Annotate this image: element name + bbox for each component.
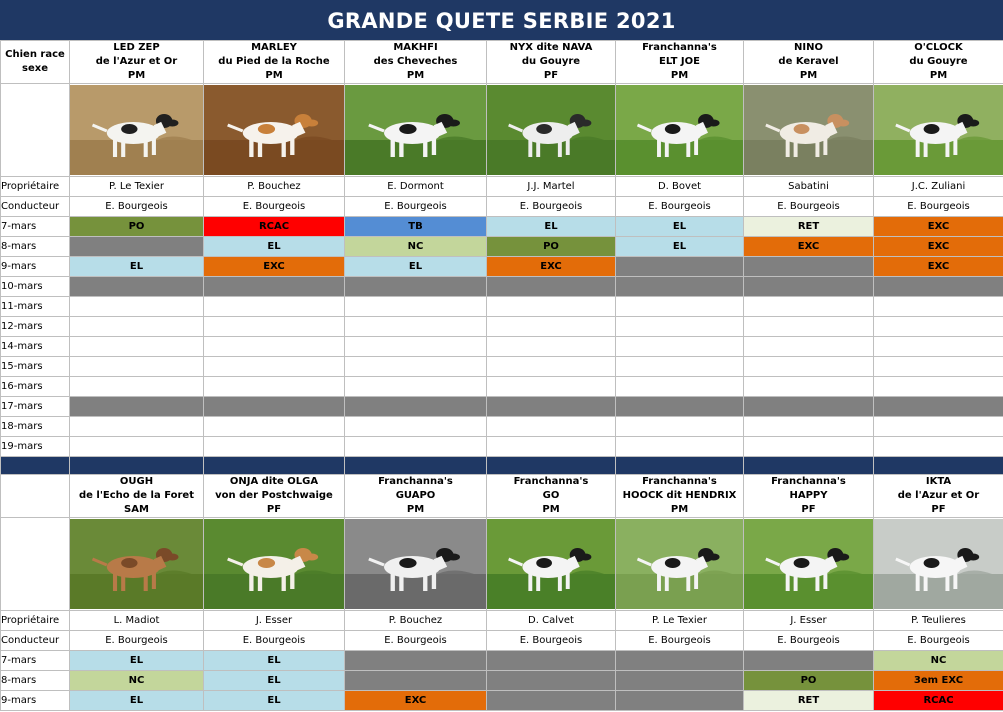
dog-photo-cell: [345, 518, 487, 611]
result-cell: PO: [487, 237, 616, 257]
dog-sex: PF: [266, 504, 282, 515]
row-label-conducteur: Conducteur: [1, 631, 70, 651]
dog-name-line2: von der Postchwaige: [215, 490, 333, 501]
dog-sex: PF: [931, 504, 946, 515]
result-cell: [744, 357, 874, 377]
dog-sex: PM: [127, 70, 146, 81]
column-header-label: [1, 475, 70, 518]
result-cell: [204, 297, 345, 317]
dog-photo-cell: [70, 518, 204, 611]
result-cell: [616, 277, 744, 297]
dog-sex: PM: [670, 504, 689, 515]
dog-photo: [70, 85, 203, 175]
header-label-line1: Chien race: [5, 49, 65, 60]
dog-sex: PM: [406, 70, 425, 81]
table-row: [1, 651, 1003, 671]
result-cell: [345, 651, 487, 671]
result-cell: [616, 297, 744, 317]
result-cell: [70, 277, 204, 297]
table-row: [1, 417, 1003, 437]
handler-cell: E. Bourgeois: [487, 631, 616, 651]
result-cell: [874, 317, 1003, 337]
result-cell: NC: [70, 671, 204, 691]
result-cell: 3em EXC: [874, 671, 1003, 691]
result-cell: [345, 437, 487, 457]
dog-photo: [70, 519, 203, 609]
section-separator: [616, 457, 744, 475]
section-separator: [1, 457, 70, 475]
result-cell: [616, 671, 744, 691]
result-cell: [70, 237, 204, 257]
result-cell: [487, 357, 616, 377]
result-cell: [744, 317, 874, 337]
result-cell: [616, 337, 744, 357]
dog-photo: [616, 85, 743, 175]
result-cell: [744, 377, 874, 397]
result-cell: [345, 417, 487, 437]
result-cell: EL: [204, 691, 345, 711]
handler-cell: E. Bourgeois: [874, 631, 1003, 651]
dog-sex: PM: [799, 70, 818, 81]
dog-photo-cell: [744, 518, 874, 611]
result-cell: EXC: [874, 217, 1003, 237]
dog-name-header: [744, 475, 874, 518]
dog-name-line2: HAPPY: [789, 490, 828, 501]
table-row: [1, 611, 1003, 631]
result-cell: [874, 417, 1003, 437]
section-separator: [744, 457, 874, 475]
result-cell: [616, 691, 744, 711]
result-cell: [345, 297, 487, 317]
dog-photo-cell: [874, 84, 1003, 177]
date-label: 12-mars: [1, 317, 70, 337]
result-cell: RET: [744, 691, 874, 711]
dog-name-line1: ONJA dite OLGA: [229, 476, 319, 487]
dog-photo-cell: [616, 84, 744, 177]
date-label: 18-mars: [1, 417, 70, 437]
owner-cell: D. Bovet: [616, 177, 744, 197]
dog-name-header: [487, 475, 616, 518]
owner-cell: P. Bouchez: [204, 177, 345, 197]
owner-cell: L. Madiot: [70, 611, 204, 631]
handler-cell: E. Bourgeois: [345, 197, 487, 217]
result-cell: NC: [874, 651, 1003, 671]
table-row: [1, 297, 1003, 317]
photo-row-label: [1, 518, 70, 611]
dog-name-line2: de l'Azur et Or: [897, 490, 980, 501]
result-cell: RET: [744, 217, 874, 237]
dog-name-line1: OUGH: [119, 476, 154, 487]
dog-photo: [204, 85, 344, 175]
table-row: [1, 257, 1003, 277]
date-label: 16-mars: [1, 377, 70, 397]
result-cell: NC: [345, 237, 487, 257]
owner-cell: D. Calvet: [487, 611, 616, 631]
result-cell: [487, 651, 616, 671]
result-cell: [744, 437, 874, 457]
dog-name-line2: du Pied de la Roche: [218, 56, 330, 67]
dog-name-line1: MAKHFI: [393, 42, 438, 53]
result-cell: [487, 691, 616, 711]
handler-cell: E. Bourgeois: [744, 197, 874, 217]
table-row: [1, 177, 1003, 197]
handler-cell: E. Bourgeois: [70, 197, 204, 217]
dog-name-header: [487, 41, 616, 84]
table-row: [1, 691, 1003, 711]
result-cell: [345, 317, 487, 337]
result-cell: EL: [616, 217, 744, 237]
section-separator: [487, 457, 616, 475]
dog-name-header: [874, 475, 1003, 518]
dog-name-line2: de l'Echo de la Foret: [78, 490, 194, 501]
date-label: 8-mars: [1, 237, 70, 257]
result-cell: [487, 397, 616, 417]
result-cell: [616, 357, 744, 377]
date-label: 19-mars: [1, 437, 70, 457]
dog-sex: PF: [801, 504, 816, 515]
dog-photo-cell: [616, 518, 744, 611]
handler-cell: E. Bourgeois: [487, 197, 616, 217]
dog-name-line2: HOOCK dit HENDRIX: [622, 490, 737, 501]
date-label: 11-mars: [1, 297, 70, 317]
dog-photo: [744, 85, 873, 175]
date-label: 7-mars: [1, 217, 70, 237]
result-cell: [204, 437, 345, 457]
result-cell: [70, 437, 204, 457]
result-cell: [204, 277, 345, 297]
dog-name-line1: Franchanna's: [513, 476, 589, 487]
date-label: 15-mars: [1, 357, 70, 377]
table-row: [1, 457, 1003, 475]
dog-name-line1: IKTA: [925, 476, 952, 487]
result-cell: [345, 377, 487, 397]
dog-photo-cell: [487, 84, 616, 177]
result-cell: TB: [345, 217, 487, 237]
result-cell: [70, 317, 204, 337]
result-cell: EXC: [874, 257, 1003, 277]
table-row: [1, 317, 1003, 337]
owner-cell: P. Bouchez: [345, 611, 487, 631]
owner-cell: P. Le Texier: [70, 177, 204, 197]
result-cell: [874, 437, 1003, 457]
dog-photo-cell: [204, 518, 345, 611]
result-cell: [345, 397, 487, 417]
dog-photo-cell: [70, 84, 204, 177]
result-cell: [616, 437, 744, 457]
results-table: [0, 40, 1003, 711]
owner-cell: J.C. Zuliani: [874, 177, 1003, 197]
owner-cell: P. Le Texier: [616, 611, 744, 631]
result-cell: [487, 277, 616, 297]
dog-name-line1: Franchanna's: [642, 476, 717, 487]
result-cell: [204, 377, 345, 397]
dog-sex: PM: [265, 70, 283, 81]
dog-name-line2: du Gouyre: [521, 56, 581, 67]
dog-photo-cell: [874, 518, 1003, 611]
result-cell: EL: [70, 257, 204, 277]
dog-name-line1: Franchanna's: [771, 476, 846, 487]
sheet-title: GRANDE QUETE SERBIE 2021: [0, 0, 1003, 40]
result-cell: [874, 337, 1003, 357]
result-cell: EL: [345, 257, 487, 277]
dog-sex: PM: [929, 70, 948, 81]
table-row: [1, 217, 1003, 237]
result-cell: EXC: [487, 257, 616, 277]
result-cell: [744, 297, 874, 317]
date-label: 8-mars: [1, 671, 70, 691]
dog-name-line2: du Gouyre: [909, 56, 968, 67]
handler-cell: E. Bourgeois: [70, 631, 204, 651]
table-row: [1, 41, 1003, 84]
table-row: [1, 671, 1003, 691]
row-label-conducteur: Conducteur: [1, 197, 70, 217]
dog-name-line1: LED ZEP: [113, 42, 160, 53]
section-separator: [204, 457, 345, 475]
result-cell: EXC: [345, 691, 487, 711]
dog-name-header: [345, 475, 487, 518]
dog-photo-cell: [345, 84, 487, 177]
owner-cell: J. Esser: [204, 611, 345, 631]
date-label: 10-mars: [1, 277, 70, 297]
handler-cell: E. Bourgeois: [616, 631, 744, 651]
owner-cell: Sabatini: [744, 177, 874, 197]
result-cell: [487, 317, 616, 337]
table-row: [1, 277, 1003, 297]
date-label: 7-mars: [1, 651, 70, 671]
dog-name-line2: de l'Azur et Or: [95, 56, 178, 67]
photo-row-label: [1, 84, 70, 177]
dog-sex: PM: [542, 504, 560, 515]
handler-cell: E. Bourgeois: [874, 197, 1003, 217]
dog-photo: [616, 519, 743, 609]
result-cell: EL: [70, 691, 204, 711]
result-cell: [345, 277, 487, 297]
result-cell: [204, 357, 345, 377]
column-header-label: [1, 41, 70, 84]
handler-cell: E. Bourgeois: [204, 197, 345, 217]
dog-sex: PM: [670, 70, 689, 81]
result-cell: [874, 297, 1003, 317]
dog-photo: [874, 85, 1003, 175]
result-cell: [874, 377, 1003, 397]
result-cell: [874, 277, 1003, 297]
result-cell: [616, 397, 744, 417]
section-separator: [345, 457, 487, 475]
handler-cell: E. Bourgeois: [744, 631, 874, 651]
dog-photo: [345, 519, 486, 609]
table-row: [1, 518, 1003, 611]
handler-cell: E. Bourgeois: [616, 197, 744, 217]
date-label: 17-mars: [1, 397, 70, 417]
dog-name-line1: O'CLOCK: [914, 42, 963, 53]
dog-name-line2: des Cheveches: [373, 56, 458, 67]
result-cell: [487, 297, 616, 317]
dog-name-header: [744, 41, 874, 84]
result-cell: [616, 377, 744, 397]
table-row: [1, 397, 1003, 417]
dog-name-line1: MARLEY: [251, 42, 297, 53]
dog-name-line1: Franchanna's: [642, 42, 717, 53]
result-cell: EXC: [744, 237, 874, 257]
result-cell: [345, 357, 487, 377]
section-separator: [874, 457, 1003, 475]
result-cell: [70, 377, 204, 397]
dog-name-line2: GUAPO: [395, 490, 436, 501]
result-cell: [744, 397, 874, 417]
dog-name-line1: NINO: [794, 42, 823, 53]
result-cell: [616, 317, 744, 337]
dog-photo: [345, 85, 486, 175]
dog-photo-cell: [744, 84, 874, 177]
result-cell: EL: [204, 671, 345, 691]
result-cell: EXC: [874, 237, 1003, 257]
owner-cell: E. Dormont: [345, 177, 487, 197]
result-cell: [874, 397, 1003, 417]
result-cell: [744, 651, 874, 671]
table-row: [1, 237, 1003, 257]
date-label: 9-mars: [1, 257, 70, 277]
dog-name-header: [616, 475, 744, 518]
result-cell: [70, 417, 204, 437]
dog-sex: SAM: [124, 504, 149, 515]
result-cell: PO: [744, 671, 874, 691]
result-cell: EL: [70, 651, 204, 671]
result-cell: [487, 337, 616, 357]
dog-name-header: [204, 475, 345, 518]
section-separator: [70, 457, 204, 475]
result-cell: PO: [70, 217, 204, 237]
result-cell: RCAC: [204, 217, 345, 237]
result-cell: [204, 397, 345, 417]
dog-name-header: [874, 41, 1003, 84]
result-cell: [70, 357, 204, 377]
table-row: [1, 475, 1003, 518]
dog-name-line2: de Keravel: [778, 56, 839, 67]
table-row: [1, 84, 1003, 177]
dog-photo: [204, 519, 344, 609]
dog-sex: PF: [543, 70, 559, 81]
result-cell: [204, 337, 345, 357]
owner-cell: J.J. Martel: [487, 177, 616, 197]
result-cell: [744, 257, 874, 277]
handler-cell: E. Bourgeois: [204, 631, 345, 651]
dog-name-header: [204, 41, 345, 84]
table-row: [1, 377, 1003, 397]
table-row: [1, 337, 1003, 357]
dog-name-line2: ELT JOE: [659, 56, 700, 67]
table-row: [1, 357, 1003, 377]
result-cell: [204, 317, 345, 337]
result-cell: [744, 337, 874, 357]
result-cell: [616, 257, 744, 277]
result-cell: EL: [204, 651, 345, 671]
result-cell: [616, 651, 744, 671]
result-cell: [744, 417, 874, 437]
owner-cell: P. Teulieres: [874, 611, 1003, 631]
row-label-proprietaire: Propriétaire: [1, 611, 70, 631]
dog-name-line1: Franchanna's: [378, 476, 453, 487]
owner-cell: J. Esser: [744, 611, 874, 631]
result-cell: RCAC: [874, 691, 1003, 711]
date-label: 14-mars: [1, 337, 70, 357]
row-label-proprietaire: Propriétaire: [1, 177, 70, 197]
dog-name-line1: NYX dite NAVA: [509, 42, 593, 53]
dog-photo: [744, 519, 873, 609]
date-label: 9-mars: [1, 691, 70, 711]
dog-photo: [487, 519, 615, 609]
dog-name-header: [70, 41, 204, 84]
result-cell: EL: [204, 237, 345, 257]
result-cell: EXC: [204, 257, 345, 277]
dog-photo: [487, 85, 615, 175]
result-cell: [487, 377, 616, 397]
result-cell: [70, 297, 204, 317]
table-row: [1, 437, 1003, 457]
result-cell: [70, 397, 204, 417]
result-cell: [345, 337, 487, 357]
dog-name-line2: GO: [542, 490, 560, 501]
handler-cell: E. Bourgeois: [345, 631, 487, 651]
result-cell: [874, 357, 1003, 377]
result-cell: [616, 417, 744, 437]
dog-photo-cell: [487, 518, 616, 611]
result-cell: [487, 671, 616, 691]
table-row: [1, 197, 1003, 217]
result-cell: [204, 417, 345, 437]
table-row: [1, 631, 1003, 651]
result-cell: [744, 277, 874, 297]
result-cell: [70, 337, 204, 357]
dog-photo-cell: [204, 84, 345, 177]
dog-sex: PM: [406, 504, 425, 515]
result-cell: EL: [616, 237, 744, 257]
dog-name-header: [70, 475, 204, 518]
result-cell: EL: [487, 217, 616, 237]
result-cell: [345, 671, 487, 691]
dog-name-header: [345, 41, 487, 84]
result-cell: [487, 437, 616, 457]
dog-name-header: [616, 41, 744, 84]
header-label-line2: sexe: [22, 63, 48, 74]
result-cell: [487, 417, 616, 437]
dog-photo: [874, 519, 1003, 609]
